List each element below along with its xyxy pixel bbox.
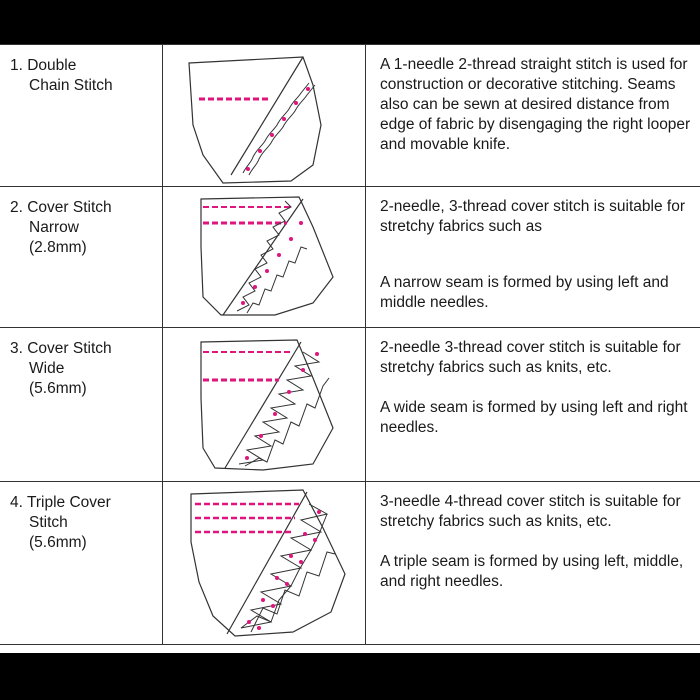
table-row [0, 482, 700, 645]
stitch-name-line: Narrow [29, 219, 79, 236]
stitch-name-cell [0, 482, 163, 645]
stitch-description-cell [366, 482, 700, 645]
stitch-description: 3-needle 4-thread cover stitch is suitable for stretchy fabrics such as knits, etc. [380, 493, 681, 530]
wide-cover-stitch-illustration [163, 328, 365, 481]
stitch-illustration-cell [163, 187, 366, 328]
table-row [0, 45, 700, 187]
stitch-description-note: A triple seam is formed by using left, middle, and right needles. [380, 553, 684, 590]
stitch-table-sheet [0, 44, 700, 653]
stitch-name-cell [0, 328, 163, 482]
stitch-name-line: (5.6mm) [29, 534, 87, 551]
stitch-description-cell [366, 328, 700, 482]
table-row [0, 328, 700, 482]
stitch-table [0, 44, 700, 645]
stitch-illustration-cell [163, 482, 366, 645]
stitch-name-cell [0, 187, 163, 328]
stitch-description-cell [366, 45, 700, 187]
table-row [0, 187, 700, 328]
stitch-name-line: 1. Double [10, 57, 77, 74]
stitch-description-cell [366, 187, 700, 328]
stitch-illustration-cell [163, 328, 366, 482]
double-chain-stitch-illustration [163, 45, 365, 186]
stitch-name-line: 3. Cover Stitch [10, 340, 112, 357]
triple-cover-stitch-illustration [163, 482, 365, 644]
stitch-description: A 1-needle 2-thread straight stitch is used for construction or decorative stitching. Seams also can be sewn at desired distance from edge of fabric by disengaging the right looper and movable knife. [380, 56, 691, 153]
stitch-description-note: A wide seam is formed by using left and right needles. [380, 399, 688, 436]
stitch-description-note: A narrow seam is formed by using left and middle needles. [380, 274, 669, 311]
stitch-name-line: 2. Cover Stitch [10, 199, 112, 216]
stitch-illustration-cell [163, 45, 366, 187]
stitch-description: 2-needle 3-thread cover stitch is suitable for stretchy fabrics such as knits, etc. [380, 339, 681, 376]
stitch-name-line: Chain Stitch [29, 77, 113, 94]
stitch-name-line: (2.8mm) [29, 239, 87, 256]
stitch-name-line: 4. Triple Cover [10, 494, 111, 511]
stitch-name-line: Stitch [29, 514, 68, 531]
stitch-name-cell [0, 45, 163, 187]
stitch-name-line: (5.6mm) [29, 380, 87, 397]
stitch-description: 2-needle, 3-thread cover stitch is suitable for stretchy fabrics such as [380, 198, 685, 235]
stitch-name-line: Wide [29, 360, 65, 377]
narrow-cover-stitch-illustration [163, 187, 365, 327]
